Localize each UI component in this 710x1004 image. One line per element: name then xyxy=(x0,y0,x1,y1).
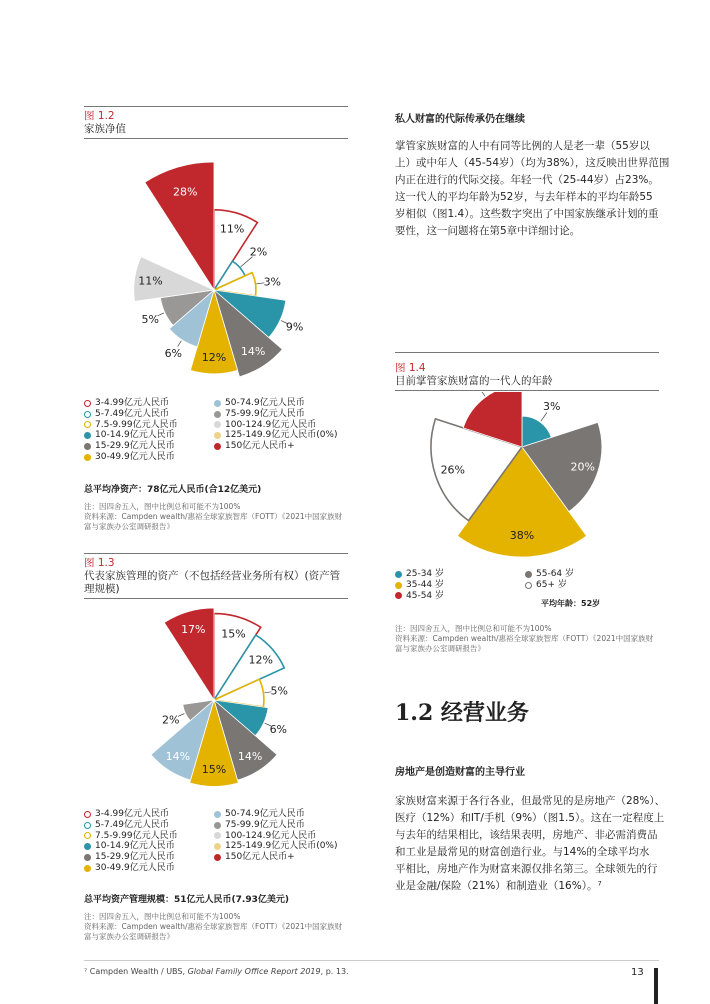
paragraph-line: 内正在进行的代际交接。年轻一代（25-44岁）占23%。 xyxy=(395,174,659,186)
legend-label: 65+ 岁 xyxy=(536,579,567,590)
figure-title: 家族净值 xyxy=(84,123,126,135)
legend-item xyxy=(214,409,305,420)
legend-label: 100-124.9亿元人民币 xyxy=(225,419,317,430)
legend-item xyxy=(395,569,444,580)
legend-marker-icon xyxy=(214,854,221,861)
legend-label: 3-4.99亿元人民币 xyxy=(95,809,170,819)
divider xyxy=(84,553,348,554)
paragraph-line: 业是金融/保险（21%）和制造业（16%）。⁷ xyxy=(395,880,602,892)
legend-label: 25-34 岁 xyxy=(406,569,445,579)
article-heading: 私人财富的代际传承仍在继续 xyxy=(395,114,525,125)
legend-item xyxy=(214,398,305,409)
data-label: 14% xyxy=(240,344,266,358)
legend-item xyxy=(84,809,169,820)
data-label: 17% xyxy=(181,623,206,637)
legend-marker-icon xyxy=(84,432,91,439)
data-label: 9% xyxy=(285,320,304,334)
data-label: 2% xyxy=(161,713,180,727)
paragraph-line: 平相比，房地产作为财富来源仅排名第三。全球领先的行 xyxy=(395,863,658,875)
legend-item xyxy=(525,580,567,591)
divider xyxy=(84,598,348,599)
legend-marker-icon xyxy=(214,411,221,418)
fig12-source: 资料来源：Campden wealth/惠裕全球家族智库（FOTT）《2021中国家族财富与家族办公室调研报告》 xyxy=(84,512,343,531)
legend-label: 30-49.9亿元人民币 xyxy=(95,863,175,873)
legend-marker-icon xyxy=(84,443,91,450)
fig14-average: 平均年龄：52岁 xyxy=(541,599,601,608)
legend-marker-icon xyxy=(84,854,91,861)
legend-marker-icon xyxy=(395,571,402,578)
legend-label: 75-99.9亿元人民币 xyxy=(225,819,305,830)
legend-label: 10-14.9亿元人民币 xyxy=(95,841,175,852)
legend-marker-icon xyxy=(84,843,91,850)
data-label: 12% xyxy=(248,653,273,667)
legend-label: 5-7.49亿元人民币 xyxy=(95,819,170,830)
legend-label: 35-44 岁 xyxy=(406,579,445,590)
paragraph-line: 岁相似（图1.4）。这些数字突出了中国家族继承计划的重 xyxy=(395,208,659,220)
legend-marker-icon xyxy=(214,432,221,439)
legend-label: 50-74.9亿元人民币 xyxy=(225,809,305,819)
fig13-summary: 总平均资产管理规模：51亿元人民币(7.93亿美元) xyxy=(84,895,289,905)
footnote xyxy=(84,967,349,976)
legend-marker-icon xyxy=(214,421,221,428)
legend-label: 30-49.9亿元人民币 xyxy=(95,452,175,462)
data-label: 14% xyxy=(237,750,263,763)
legend-marker-icon xyxy=(214,843,221,850)
legend-marker-icon xyxy=(84,832,91,839)
divider xyxy=(395,352,659,353)
fig13-legend xyxy=(84,809,348,879)
page-number: 13 xyxy=(631,967,644,978)
data-label: 6% xyxy=(164,347,183,361)
fig14-note: 注：因四舍五入，图中比例总和可能不为100% xyxy=(395,624,552,633)
legend-label: 55-64 岁 xyxy=(536,569,575,579)
data-label: 15% xyxy=(201,763,227,776)
legend-label: 15-29.9亿元人民币 xyxy=(95,441,175,452)
paragraph-line: 与去年的结果相比，该结果表明，房地产、非必需消费品 xyxy=(395,829,658,841)
data-label: 15% xyxy=(221,627,246,641)
data-label: 6% xyxy=(269,723,288,737)
figure-number: 图 1.2 xyxy=(84,110,115,122)
legend-label: 50-74.9亿元人民币 xyxy=(225,398,305,408)
legend-item xyxy=(84,831,178,842)
fig14-source: 资料来源：Campden wealth/惠裕全球家族智库（FOTT）《2021中国家族财富与家族办公室调研报告》 xyxy=(395,634,654,653)
data-label: 14% xyxy=(165,750,191,763)
legend-item xyxy=(214,820,305,831)
legend-marker-icon xyxy=(84,400,91,407)
legend-item xyxy=(84,409,169,420)
legend-label: 45-54 岁 xyxy=(406,590,445,601)
data-label: 38% xyxy=(509,528,535,542)
legend-item xyxy=(395,591,444,602)
article-heading: 房地产是创造财富的主导行业 xyxy=(395,767,525,778)
footnote-title: Global Family Office Report 2019 xyxy=(187,967,321,976)
legend-label: 3-4.99亿元人民币 xyxy=(95,398,170,408)
data-label: 11% xyxy=(138,274,163,288)
legend-item xyxy=(84,398,169,409)
legend-label: 100-124.9亿元人民币 xyxy=(225,830,317,841)
fig14-legend xyxy=(395,569,659,609)
legend-label: 15-29.9亿元人民币 xyxy=(95,852,175,863)
legend-item xyxy=(84,420,178,431)
legend-item xyxy=(395,580,444,591)
legend-item xyxy=(84,820,169,831)
paragraph-line: 掌管家族财富的人中有同等比例的人是老一辈（55岁以 xyxy=(395,140,650,152)
legend-marker-icon xyxy=(395,582,402,589)
paragraph-line: 这一代人的平均年龄为52岁，与去年样本的平均年龄55 xyxy=(395,191,653,203)
divider xyxy=(84,138,348,139)
paragraph-line: 家族财富来源于各行各业，但最常见的是房地产（28%）、 xyxy=(395,795,666,807)
paragraph-line: 医疗（12%）和IT/手机（9%）（图1.5）。这在一定程度上 xyxy=(395,812,665,824)
footnote-suffix: , p. 13. xyxy=(320,967,349,976)
legend-label: 7.5-9.99亿元人民币 xyxy=(95,419,178,430)
legend-marker-icon xyxy=(525,582,532,589)
legend-item xyxy=(84,452,175,463)
legend-label: 125-149.9亿元人民币(0%) xyxy=(225,841,338,852)
legend-marker-icon xyxy=(214,822,221,829)
paragraph-line: 上）或中年人（45-54岁）（均为38%），这反映出世界范围 xyxy=(395,157,670,169)
legend-label: 125-149.9亿元人民币(0%) xyxy=(225,430,338,441)
section-title: 1.2 经营业务 xyxy=(395,700,529,726)
footer-divider xyxy=(84,960,659,961)
legend-marker-icon xyxy=(214,400,221,407)
legend-item xyxy=(214,852,295,863)
divider xyxy=(395,390,659,391)
legend-marker-icon xyxy=(214,811,221,818)
figure-title: 目前掌管家族财富的一代人的年龄 xyxy=(395,375,553,387)
legend-marker-icon xyxy=(84,811,91,818)
legend-marker-icon xyxy=(84,822,91,829)
legend-label: 7.5-9.99亿元人民币 xyxy=(95,830,178,841)
leader-line xyxy=(481,392,485,396)
legend-label: 10-14.9亿元人民币 xyxy=(95,430,175,441)
fig12-legend xyxy=(84,398,348,468)
leader-line xyxy=(541,413,547,422)
data-label: 20% xyxy=(570,460,595,474)
legend-label: 75-99.9亿元人民币 xyxy=(225,408,305,419)
legend-item xyxy=(84,441,175,452)
figure-number: 图 1.4 xyxy=(395,362,426,374)
data-label: 3% xyxy=(542,399,561,413)
fig13-chart xyxy=(84,600,348,800)
legend-marker-icon xyxy=(84,454,91,461)
data-label: 5% xyxy=(270,684,288,698)
polar-wedge xyxy=(164,608,214,700)
legend-marker-icon xyxy=(395,592,402,599)
page-marker xyxy=(654,968,658,1004)
legend-item xyxy=(214,809,305,820)
legend-marker-icon xyxy=(84,865,91,872)
legend-item xyxy=(214,831,316,842)
legend-item xyxy=(214,441,295,452)
data-label: 2% xyxy=(249,245,268,259)
data-label: 28% xyxy=(172,185,198,199)
legend-item xyxy=(84,863,175,874)
legend-item xyxy=(214,420,316,431)
legend-item xyxy=(84,430,175,441)
data-label: 3% xyxy=(263,275,282,289)
fig12-note: 注：因四舍五入，图中比例总和可能不为100% xyxy=(84,502,241,511)
legend-marker-icon xyxy=(525,571,532,578)
legend-item xyxy=(214,841,338,852)
fig13-source: 资料来源：Campden wealth/惠裕全球家族智库（FOTT）《2021中国家族财富与家族办公室调研报告》 xyxy=(84,922,343,941)
legend-label: 150亿元人民币+ xyxy=(225,852,295,863)
legend-item xyxy=(84,841,175,852)
divider xyxy=(84,106,348,107)
paragraph-line: 和工业是最常见的财富创造行业。与14%的全球平均水 xyxy=(395,846,650,858)
data-label: 26% xyxy=(440,463,466,477)
article-paragraph xyxy=(395,138,670,240)
data-label: 5% xyxy=(141,313,159,326)
legend-label: 5-7.49亿元人民币 xyxy=(95,408,170,419)
legend-marker-icon xyxy=(84,421,91,428)
legend-label: 150亿元人民币+ xyxy=(225,441,295,452)
data-label: 12% xyxy=(201,350,227,364)
data-label: 11% xyxy=(219,222,245,236)
legend-marker-icon xyxy=(214,832,221,839)
legend-item xyxy=(214,430,338,441)
footnote-prefix: ⁷ Campden Wealth / UBS, xyxy=(84,967,188,976)
fig13-note: 注：因四舍五入，图中比例总和可能不为100% xyxy=(84,912,241,921)
leader-line xyxy=(178,341,182,347)
legend-item xyxy=(525,569,574,580)
legend-marker-icon xyxy=(84,411,91,418)
paragraph-line: 要性，这一问题将在第5章中详细讨论。 xyxy=(395,225,581,237)
figure-title: 代表家族管理的资产（不包括经营业务所有权）(资产管理规模) xyxy=(84,570,341,595)
fig12-summary: 总平均净资产：78亿元人民币(合12亿美元) xyxy=(84,485,262,495)
legend-item xyxy=(84,852,175,863)
figure-number: 图 1.3 xyxy=(84,557,115,569)
fig14-chart xyxy=(395,392,659,562)
article-paragraph xyxy=(395,793,665,895)
legend-marker-icon xyxy=(214,443,221,450)
fig12-chart xyxy=(84,140,348,390)
